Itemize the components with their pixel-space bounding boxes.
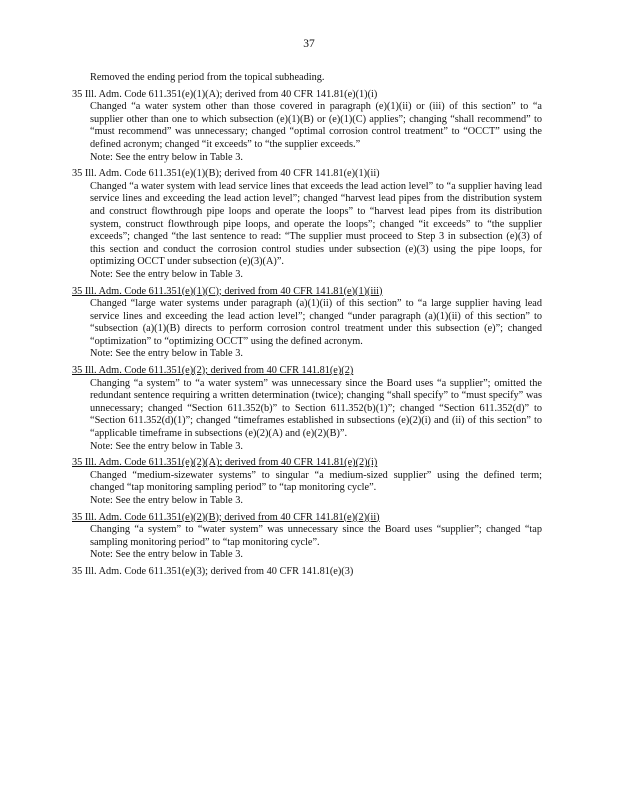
- entry-body: Changed “medium-sizewater systems” to singular “a medium-sized supplier” using the defined term; changed “tap monitoring sampling period” to “tap monitoring cycle”.: [90, 469, 542, 494]
- entry-body: Changed “large water systems under paragraph (a)(1)(ii) of this section” to “a large supplier having lead service lines and exceeding the lead action level”; changed “under paragraph (a)(1)(ii) of this section” to “subsection (a)(1)(B) directs to perform corrosion control treatment under this subsection (e)”; changed “optimization” to “optimizing OCCT” using the defined acronym.: [90, 298, 542, 347]
- entry-e1b: [72, 168, 542, 281]
- entry-note: Note: See the entry below in Table 3.: [90, 549, 243, 561]
- entry-body: Changed “a water system with lead service lines that exceeds the lead action level” to “a supplier having lead service lines and exceeding the lead action level”; changed “harvest lead pipes from the distribution system and construct flowthrough pipe loops and operate the loops” to “harvest lead pipes from its distribution system, construct flowthrough pipe loops, and operate the loops”; changed “it exceeds” to “the supplier exceeds”; changed “the last sentence to read: “The supplier must proceed to Step 3 in subsection (e)(3) of this section and conduct the corrosion control studies under subsection (e)(3) using the pipe loops, for optimizing OCCT under subsection (e)(3)(A)”.: [90, 180, 542, 268]
- entry-e1a: [72, 89, 542, 165]
- document-body: [72, 72, 542, 583]
- entry-heading: 35 Ill. Adm. Code 611.351(e)(1)(A); derived from 40 CFR 141.81(e)(1)(i): [72, 88, 378, 100]
- entry-heading: 35 Ill. Adm. Code 611.351(e)(1)(C); derived from 40 CFR 141.81(e)(1)(iii): [72, 285, 383, 297]
- entry-e2: [72, 365, 542, 453]
- entry-body: Changing “a system” to “water system” was unnecessary since the Board uses “supplier”; changed “tap sampling monitoring period” to “tap monitoring cycle”.: [90, 524, 542, 548]
- entry-heading: 35 Ill. Adm. Code 611.351(e)(2); derived from 40 CFR 141.81(e)(2): [72, 365, 354, 377]
- entry-heading: 35 Ill. Adm. Code 611.351(e)(2)(B); derived from 40 CFR 141.81(e)(2)(ii): [72, 511, 380, 523]
- entry-note: Note: See the entry below in Table 3.: [90, 495, 243, 506]
- entry-heading: 35 Ill. Adm. Code 611.351(e)(1)(B); derived from 40 CFR 141.81(e)(1)(ii): [72, 168, 380, 180]
- entry-note: Note: See the entry below in Table 3.: [90, 440, 243, 452]
- entry-e2a: [72, 457, 542, 507]
- entry-body: Changed “a water system other than those covered in paragraph (e)(1)(ii) or (iii) of this section” to “a supplier other than one to which subsection (e)(1)(B) or (e)(1)(C) applies”; changing “shall recommend” to “must recommend” was unnecessary; changed “optimal corrosion control treatment” to “OCCT” using the defined acronym; changed “it exceeds” to “the supplier exceeds.”: [90, 101, 542, 150]
- page-number: 37: [303, 38, 315, 50]
- entry-e2b: [72, 512, 542, 562]
- entry-note: Note: See the entry below in Table 3.: [90, 348, 243, 360]
- entry-e3: [72, 566, 542, 579]
- entry-e1c: [72, 286, 542, 362]
- entry-heading: 35 Ill. Adm. Code 611.351(e)(3); derived from 40 CFR 141.81(e)(3): [72, 565, 354, 577]
- intro-text: Removed the ending period from the topical subheading.: [90, 72, 325, 83]
- entry-note: Note: See the entry below in Table 3.: [90, 268, 243, 280]
- entry-body: Changing “a system” to “a water system” was unnecessary since the Board uses “a supplier”; omitted the redundant sentence requiring a written determination (twice); changing “shall specify” to “must specify” was unnecessary; changed “Section 611.352(b)” to Section 611.352(b)(1)”; changed “Section 611.352(d)” to “Section 611.352(d)(1)”; changed “timeframes established in subsections (e)(2)(i) and (ii) of this section” to “applicable timeframe in subsections (e)(2)(A) and (e)(2)(B)”.: [90, 377, 542, 440]
- entry-heading: 35 Ill. Adm. Code 611.351(e)(2)(A); derived from 40 CFR 141.81(e)(2)(i): [72, 457, 378, 469]
- entry-note: Note: See the entry below in Table 3.: [90, 151, 243, 163]
